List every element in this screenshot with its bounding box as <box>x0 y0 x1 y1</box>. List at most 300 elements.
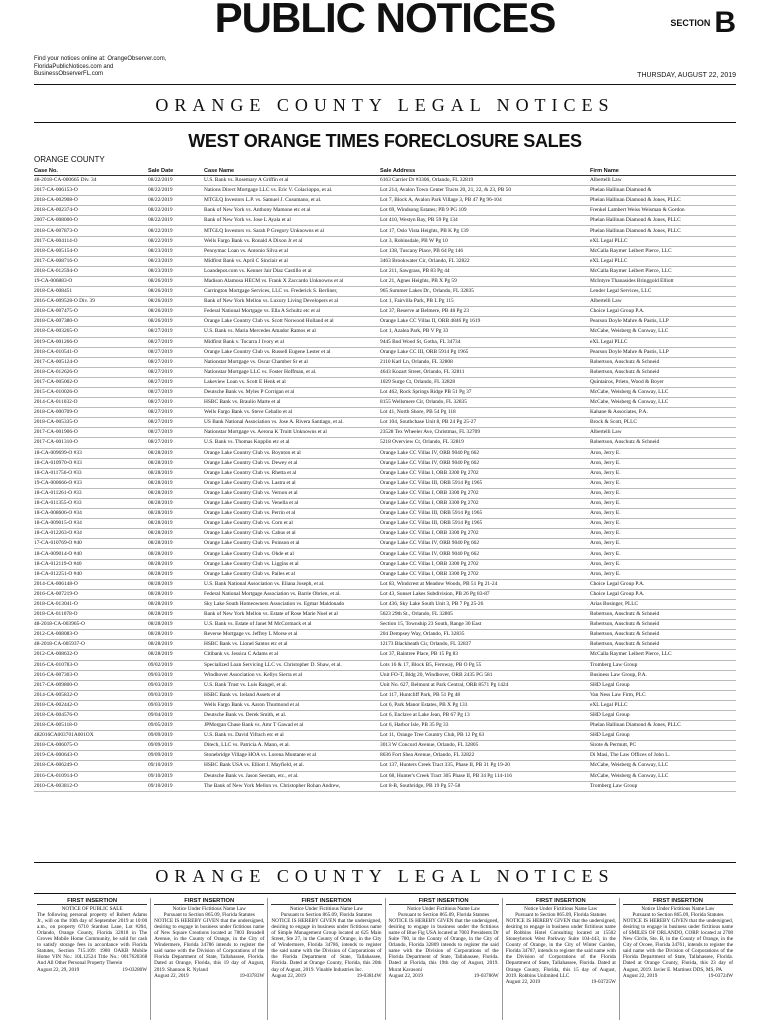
table-cell: Aron, Jerry E. <box>590 569 736 579</box>
table-row <box>34 559 736 569</box>
table-cell: Robertson, Anschutz & Schneid <box>590 438 736 448</box>
table-row <box>34 307 736 317</box>
table-row <box>34 761 736 771</box>
table-cell: Lender Legal Services, LLC <box>590 287 736 297</box>
table-cell: 09/03/2019 <box>148 680 204 690</box>
table-cell: 5218 Overview Ct, Orlando, FL 32819 <box>380 438 590 448</box>
table-cell: Pennymac Loan vs. Antonio Silva et al <box>204 246 380 256</box>
notice-subtitle: Pursuant to Section 865.09, Florida Statutes <box>163 912 255 919</box>
table-cell: Stonebridge Village HOA vs. Lorena Montante et al <box>204 751 380 761</box>
notice-subtitle: Pursuant to Section 865.09, Florida Statutes <box>515 912 607 919</box>
notice-insertion-label: FIRST INSERTION <box>623 898 733 905</box>
table-cell: 18-CA-009699-O #33 <box>34 448 148 458</box>
table-cell: U.S. Bank vs. Rosemary A Griffin et al <box>204 176 380 186</box>
table-cell: Phelan Hallinan Diamond & <box>590 186 736 196</box>
table-cell: Orange Lake Country Club vs. Liggins et al <box>204 559 380 569</box>
table-cell: 2016-CA-010914-O <box>34 771 148 781</box>
table-row <box>34 680 736 690</box>
table-row <box>34 478 736 488</box>
legal-notices-banner: ORANGE COUNTY LEGAL NOTICES <box>155 866 615 886</box>
table-cell: 2018-CA-002442-O <box>34 700 148 710</box>
notice-insertion-label: FIRST INSERTION <box>154 898 264 905</box>
table-cell: U.S. Bank vs. Estate of Janet M McCormack et al <box>204 620 380 630</box>
table-row <box>34 398 736 408</box>
table-cell: 08/27/2019 <box>148 357 204 367</box>
column-header: Sale Address <box>380 166 590 176</box>
table-row <box>34 741 736 751</box>
table-cell: 08/28/2019 <box>148 569 204 579</box>
table-cell: 48-2018-CA-003965-O <box>34 620 148 630</box>
table-cell: 08/27/2019 <box>148 408 204 418</box>
column-header: Firm Name <box>590 166 736 176</box>
table-cell: McCabe, Weisberg & Conway, LLC <box>590 327 736 337</box>
table-cell: 2018-CA-012626-O <box>34 367 148 377</box>
table-cell: Quintairos, Prieto, Wood & Boyer <box>590 377 736 387</box>
table-cell: HSBC Bank vs. Ireland Assets et al <box>204 690 380 700</box>
table-cell: Bank of New York Mellon vs. Luxury Living Developers et al <box>204 297 380 307</box>
table-row <box>34 721 736 731</box>
table-cell: 2018-CA-006075-O <box>34 741 148 751</box>
table-cell: 08/28/2019 <box>148 630 204 640</box>
table-cell: Nationstar Mortgage vs. Aerona K Truitt Unknowns et al <box>204 428 380 438</box>
table-cell: eXL Legal PLLC <box>590 256 736 266</box>
table-cell: 08/27/2019 <box>148 377 204 387</box>
table-cell: Nationstar Mortgage LLC vs. Foster Hoffman, et al. <box>204 367 380 377</box>
table-cell: 08/22/2019 <box>148 216 204 226</box>
table-cell: 08/28/2019 <box>148 529 204 539</box>
notice-footer <box>389 973 499 979</box>
notice-columns <box>34 898 736 1020</box>
table-cell: Choice Legal Group P.A. <box>590 579 736 589</box>
notice-footer <box>271 973 381 979</box>
legal-notice <box>34 898 151 1020</box>
table-cell: 19-CA-006883-O <box>34 276 148 286</box>
table-cell: Aron, Jerry E. <box>590 468 736 478</box>
table-cell: 09/04/2019 <box>148 710 204 720</box>
table-cell: 2018-CA-005154-O <box>34 246 148 256</box>
table-cell: 2010-CA-003812-O <box>34 781 148 791</box>
notice-id: 19-03783W <box>239 972 265 979</box>
table-cell: U.S. Bank Trust vs. Luis Rangel, et al. <box>204 680 380 690</box>
column-header: Case No. <box>34 166 148 176</box>
table-cell: JPMorgan Chase Bank vs. Amr T Gawad et al <box>204 721 380 731</box>
table-cell: Lot 211, Sawgrass, PB 83 Pg 44 <box>380 266 590 276</box>
table-cell: 9445 Bud Wood St, Gotha, FL 34734 <box>380 337 590 347</box>
table-cell: Lot 436, Sky Lake South Unit 3, PB 7 Pg 25-26 <box>380 599 590 609</box>
table-cell: Lot 37, Reserve at Belmere, PB 48 Pg 23 <box>380 307 590 317</box>
table-cell: Frenkel Lambert Weiss Weisman & Gordon <box>590 206 736 216</box>
table-cell: Lot 43, Sunset Lakes Subdivision, PB 26 Pg 83-87 <box>380 589 590 599</box>
table-cell: 08/28/2019 <box>148 599 204 609</box>
table-cell: 08/27/2019 <box>148 347 204 357</box>
table-row <box>34 418 736 428</box>
table-row <box>34 731 736 741</box>
table-cell: Bank of New York Mellon vs. Estate of Rose Marie Noel et al <box>204 610 380 620</box>
table-row <box>34 781 736 791</box>
table-cell: 08/27/2019 <box>148 438 204 448</box>
notice-subtitle: Pursuant to Section 865.09, Florida Statutes <box>280 912 373 919</box>
table-cell: 08/22/2019 <box>148 236 204 246</box>
table-cell: 2018-CA-000709-O <box>34 408 148 418</box>
notice-body: NOTICE IS HEREBY GIVEN that the undersigned, desiring to engage in business under fictitious name of New Square Creations located at 7803 Broadell Avenue, in the County of Orange, in the City of Windermere, Florida 34786 intends to register the said name with the Division of Corporations of the Florida Department of State, Tallahassee, Florida. Dated at Orange, Florida, this 19 day of August, 2019. Shannon R. Nyland <box>154 918 265 973</box>
table-row <box>34 347 736 357</box>
table-row <box>34 640 736 650</box>
table-cell: Robertson, Anschutz & Schneid <box>590 610 736 620</box>
table-cell: Lot 37, Raintree Place, PB 15 Pg 83 <box>380 650 590 660</box>
table-cell: Orange Lake CC Villas IV, ORB 9040 Pg 662 <box>380 458 590 468</box>
table-cell: eXL Legal PLLC <box>590 700 736 710</box>
notice-title: Notice Under Fictitious Name Law <box>407 906 481 913</box>
table-row <box>34 610 736 620</box>
table-cell: 2018-CA-007873-O <box>34 226 148 236</box>
table-cell: Phelan Hallinan Diamond & Jones, PLLC <box>590 721 736 731</box>
table-cell: 08/28/2019 <box>148 620 204 630</box>
table-cell: 08/28/2019 <box>148 448 204 458</box>
table-cell: McCabe, Weisberg & Conway, LLC <box>590 771 736 781</box>
table-cell: McCabe, Weisberg & Conway, LLC <box>590 398 736 408</box>
notice-body: The following personal property of Robert Adams Jr., will on the 10th day of September 2019 at 10:00 a.m., on property 6710 Stardust Lane, Lot #204, Orlando, Orange County, Florida 32818 in The Groves Mobile Home Community, be sold for cash to satisfy storage fees in accordance with Florida Statutes, Section 715.109: 1980 OAKB Mobile Home VIN No.: 10L12524 Title No.: 0017620368 And All Other Personal Property Therein <box>37 912 148 967</box>
table-cell: 08/28/2019 <box>148 478 204 488</box>
column-header: Sale Date <box>148 166 204 176</box>
table-row <box>34 599 736 609</box>
table-cell: 2017-CA-006153-O <box>34 186 148 196</box>
table-row <box>34 710 736 720</box>
table-cell: 18-CA-011261-O #33 <box>34 488 148 498</box>
table-cell: Carrington Mortgage Services, LLC vs. Frederick S. Berliner, <box>204 287 380 297</box>
table-cell: HSBC Bank vs. Lionel Santos etc et al <box>204 640 380 650</box>
table-cell: 08/22/2019 <box>148 226 204 236</box>
table-cell: 2007-CA-008000-O <box>34 216 148 226</box>
table-cell: 2018-CA-002908-O <box>34 196 148 206</box>
table-cell: 3013 W Concord Avenue, Orlando, FL 32805 <box>380 741 590 751</box>
table-cell: Orange Lake CC Villas I, ORB 3300 Pg 2702 <box>380 488 590 498</box>
table-cell: 08/27/2019 <box>148 327 204 337</box>
table-cell: 08/26/2019 <box>148 276 204 286</box>
table-cell: Arias Bosinger, PLLC <box>590 599 736 609</box>
table-cell: 18-CA-009015-O #34 <box>34 519 148 529</box>
table-cell: Orange Lake CC Villas I, ORB 3300 Pg 2702 <box>380 569 590 579</box>
table-cell: Orange Lake Country Club vs. Vernon et al <box>204 488 380 498</box>
table-cell: Robertson, Anschutz & Schneid <box>590 620 736 630</box>
table-cell: 3463 Brookwater Cir, Orlando, FL 32822 <box>380 256 590 266</box>
table-cell: Citibank vs. Jessica C Adams et al <box>204 650 380 660</box>
table-cell: Bank of New York vs. Anthony Mamone etc et al <box>204 206 380 216</box>
table-cell: Choice Legal Group P.A. <box>590 589 736 599</box>
table-cell: 08/23/2019 <box>148 256 204 266</box>
table-cell: Aron, Jerry E. <box>590 519 736 529</box>
table-cell: Federal National Mortgage Association vs. Barrie Obrien, et al. <box>204 589 380 599</box>
table-cell: 09/10/2019 <box>148 781 204 791</box>
table-cell: 08/22/2019 <box>148 176 204 186</box>
table-cell: 18-CA-009014-O #40 <box>34 549 148 559</box>
table-cell: Orange Lake Country Club vs. Scott Norwood Holland et al <box>204 317 380 327</box>
table-cell: 2014-CA-005832-O <box>34 690 148 700</box>
divider <box>34 893 736 894</box>
table-cell: 2017-CA-004114-O <box>34 236 148 246</box>
table-cell: Robertson, Anschutz & Schneid <box>590 367 736 377</box>
table-cell: 08/28/2019 <box>148 559 204 569</box>
table-cell: 09/03/2019 <box>148 700 204 710</box>
table-row <box>34 297 736 307</box>
table-cell: 2018-CA-012594-O <box>34 266 148 276</box>
table-cell: 08/27/2019 <box>148 428 204 438</box>
table-cell: Lot 6, Enclave at Lake Jean, PB 67 Pg 13 <box>380 710 590 720</box>
table-cell: 18-CA-012251-O #40 <box>34 569 148 579</box>
table-row <box>34 367 736 377</box>
table-cell: 2018-CA-007380-O <box>34 317 148 327</box>
table-row <box>34 509 736 519</box>
table-cell: 2017-CA-001906-O <box>34 428 148 438</box>
find-notices-online <box>34 56 166 79</box>
table-cell: Bank of New York vs. Jose L Ayala et al <box>204 216 380 226</box>
table-cell: Nationstar Mortgage vs. Oscar Chamber Sr et al <box>204 357 380 367</box>
table-cell: Orange Lake Country Club vs. Pailes et al <box>204 569 380 579</box>
table-cell: Aron, Jerry E. <box>590 458 736 468</box>
notice-footer <box>623 973 733 979</box>
table-cell: Aron, Jerry E. <box>590 478 736 488</box>
table-row <box>34 327 736 337</box>
table-cell: 2017-CA-001310-O <box>34 438 148 448</box>
table-cell: Lot 6, Harbor Isle, PB 35 Pg 33 <box>380 721 590 731</box>
section-marker <box>670 6 736 40</box>
table-row <box>34 700 736 710</box>
table-cell: Business Law Group, P.A. <box>590 670 736 680</box>
table-cell: 09/03/2019 <box>148 670 204 680</box>
table-row <box>34 176 736 186</box>
table-cell: 1029 Surge Ct, Orlando, FL 32828 <box>380 377 590 387</box>
table-cell: 08/27/2019 <box>148 367 204 377</box>
table-cell: 08/28/2019 <box>148 488 204 498</box>
table-cell: Lot 83, Windcrest at Meadow Woods, PB 51 Pg 21-24 <box>380 579 590 589</box>
table-cell: Van Ness Law Firm, PLC <box>590 690 736 700</box>
table-cell: The Bank of New York Mellon vs. Christopher Rohan Andrew, <box>204 781 380 791</box>
table-cell: 08/27/2019 <box>148 418 204 428</box>
table-cell: 2018-CA-003265-O <box>34 327 148 337</box>
table-cell: 09/10/2019 <box>148 761 204 771</box>
table-cell: Orange Lake CC Villas I, ORB 3300 Pg 2702 <box>380 499 590 509</box>
table-cell: McCalla Raymer Leibert Pierce, LLC <box>590 246 736 256</box>
table-cell: HSBC Bank USA vs. Elliott J. Mayfield, et al. <box>204 761 380 771</box>
table-header-row <box>34 166 736 176</box>
notice-body: NOTICE IS HEREBY GIVEN that the undersigned, desiring to engage in business under fictitious name of SMILES OF ORLANDO, CORP. located at 2708 New Circle, Ste. B, in the County of Orange, in the City of Ocoee, Florida 34761, intends to register the said name with the Division of Corporations of the Florida Department of State, Tallahassee, Florida. Dated at Orange County, Florida, this 23 day of August, 2019. Javier E. Martinez DDS, MS, PA <box>622 918 734 973</box>
table-cell: 08/27/2019 <box>148 398 204 408</box>
notice-id: 19-03814W <box>356 972 382 979</box>
table-cell: eXL Legal PLLC <box>590 337 736 347</box>
notice-title: Notice Under Fictitious Name Law <box>172 906 246 913</box>
table-cell: Aron, Jerry E. <box>590 539 736 549</box>
table-cell: Aron, Jerry E. <box>590 529 736 539</box>
table-cell: Orange Lake CC Villas IV, ORB 9040 Pg 662 <box>380 448 590 458</box>
table-cell: 48-2018-CA-005937-O <box>34 640 148 650</box>
table-cell: Tromberg Law Group <box>590 781 736 791</box>
foreclosure-sales-title: WEST ORANGE TIMES FORECLOSURE SALES <box>188 131 582 151</box>
table-cell: Albertelli Law <box>590 176 736 186</box>
notice-footer <box>506 979 616 985</box>
table-cell: 18-CA-011756-O #33 <box>34 468 148 478</box>
table-cell: 08/28/2019 <box>148 539 204 549</box>
table-row <box>34 630 736 640</box>
find-line: BusinessObserverFL.com <box>34 71 104 77</box>
legal-notice <box>386 898 503 1020</box>
table-row <box>34 549 736 559</box>
table-cell: Kahane & Associates, P.A. <box>590 408 736 418</box>
table-cell: Choice Legal Group P.A. <box>590 307 736 317</box>
table-cell: 18-CA-010970-O #33 <box>34 458 148 468</box>
legal-notices-banner: ORANGE COUNTY LEGAL NOTICES <box>155 95 615 115</box>
table-cell: 2012-CA-008632-O <box>34 650 148 660</box>
page-title: PUBLIC NOTICES <box>214 0 556 41</box>
table-cell: 2017-CA-005124-O <box>34 357 148 367</box>
table-cell: Orange Lake CC Villas I, ORB 3300 Pg 2702 <box>380 529 590 539</box>
table-cell: 08/28/2019 <box>148 519 204 529</box>
table-cell: Pearson Doyle Mahre & Pastis, LLP <box>590 347 736 357</box>
table-cell: U.S. Bank National Association vs. Eliana Joseph, et al. <box>204 579 380 589</box>
notice-title: NOTICE OF PUBLIC SALE <box>61 906 123 913</box>
table-cell: Lot 117, Huntcliff Park, PB 51 Pg 48 <box>380 690 590 700</box>
notice-insertion-label: FIRST INSERTION <box>389 898 499 905</box>
table-cell: Orange Lake CC Villas II, ORB 4846 Pg 1619 <box>380 317 590 327</box>
table-cell: 5623 29th St., Orlando, FL 32805 <box>380 610 590 620</box>
table-cell: Unit FO-T, Bldg 20, Windhover, ORB 2435 PG 581 <box>380 670 590 680</box>
table-cell: Orange Lake Country Club vs. Venella et al <box>204 499 380 509</box>
table-cell: Reverse Mortgage vs. Jeffrey L Morse et al <box>204 630 380 640</box>
table-cell: 08/27/2019 <box>148 387 204 397</box>
table-row <box>34 529 736 539</box>
table-cell: 09/09/2019 <box>148 751 204 761</box>
divider <box>34 862 736 863</box>
table-cell: Lot 1, Fairvilla Park, PB L Pg 115 <box>380 297 590 307</box>
table-cell: 2016-CA-007303-O <box>34 670 148 680</box>
notice-insertion-label: FIRST INSERTION <box>506 898 616 905</box>
table-cell: 09/09/2019 <box>148 731 204 741</box>
table-cell: Orange Lake Country Club vs. Perrin et al <box>204 509 380 519</box>
table-cell: Albertelli Law <box>590 428 736 438</box>
table-cell: 08/26/2019 <box>148 307 204 317</box>
table-cell: 2018-CA-004576-O <box>34 710 148 720</box>
table-cell: 08/23/2019 <box>148 246 204 256</box>
legal-notice <box>620 898 736 1020</box>
table-cell: 965 Summer Lakes Dr., Orlando, FL 32835 <box>380 287 590 297</box>
table-cell: Albertelli Law <box>590 297 736 307</box>
table-cell: Lot 11, Orange Tree Country Club, PB 12 Pg 63 <box>380 731 590 741</box>
table-cell: 6163 Carrier Dr #3306, Orlando, FL 32819 <box>380 176 590 186</box>
notice-publish-dates: August 22, 2019 <box>388 972 423 979</box>
table-cell: 08/28/2019 <box>148 650 204 660</box>
notice-title: Notice Under Fictitious Name Law <box>289 906 364 913</box>
section-letter: B <box>714 6 736 39</box>
table-cell: Lot 1, Azalea Park, PB V Pg 33 <box>380 327 590 337</box>
table-row <box>34 670 736 680</box>
table-cell: 08/28/2019 <box>148 499 204 509</box>
table-cell: Ditech, LLC vs. Patricia A. Mann, et al. <box>204 741 380 751</box>
table-cell: Di Masi, The Law Offices of John L. <box>590 751 736 761</box>
table-row <box>34 317 736 327</box>
table-row <box>34 196 736 206</box>
table-cell: 08/22/2019 <box>148 186 204 196</box>
table-row <box>34 499 736 509</box>
table-cell: Robertson, Anschutz & Schneid <box>590 640 736 650</box>
table-row <box>34 236 736 246</box>
table-cell: Lot 214, Avalon Town Center Tracts 20, 21, 22, & 23, PB 50 <box>380 186 590 196</box>
table-cell: Orange Lake CC Villas III, ORB 5914 Pg 1965 <box>380 509 590 519</box>
section-word: SECTION <box>670 18 711 28</box>
table-cell: MTGLQ Investors vs. Sarah P Gregory Unknowns et al <box>204 226 380 236</box>
table-cell: Orange Lake Country Club vs. Poinson et al <box>204 539 380 549</box>
table-row <box>34 387 736 397</box>
table-cell: Madison Alamosa HECM vs. Frank X Zaccardo Unknowns et al <box>204 276 380 286</box>
notice-publish-dates: August 22, 2019 <box>505 978 541 985</box>
notice-id: 19-03280W <box>122 966 148 973</box>
table-cell: 09/05/2019 <box>148 721 204 731</box>
table-cell: Deutsche Bank vs. Myles P Corrigan et al <box>204 387 380 397</box>
table-cell: 2018-CA-005335-O <box>34 418 148 428</box>
divider <box>34 84 736 85</box>
divider <box>34 122 736 123</box>
table-cell: Lot 104, Southchase Unit 8, PB 24 Pg 25-27 <box>380 418 590 428</box>
notice-footer <box>37 967 147 973</box>
table-row <box>34 519 736 529</box>
table-row <box>34 428 736 438</box>
table-cell: 2018-CA-005118-O <box>34 721 148 731</box>
notice-publish-dates: August 22, 29, 2019 <box>37 966 80 973</box>
notice-id: 19-03725W <box>591 978 616 985</box>
notice-footer <box>154 973 264 979</box>
table-cell: 08/22/2019 <box>148 196 204 206</box>
table-cell: Section 15, Township 23 South, Range 30 East <box>380 620 590 630</box>
table-cell: Tromberg Law Group <box>590 660 736 670</box>
table-row <box>34 276 736 286</box>
table-cell: 08/27/2019 <box>148 337 204 347</box>
table-cell: 2017-CA-008716-O <box>34 256 148 266</box>
column-header: Case Name <box>204 166 380 176</box>
table-row <box>34 458 736 468</box>
find-line: FloridaPublicNotices.com and <box>34 63 114 70</box>
table-cell: Orange Lake Country Club vs. Ohde et al <box>204 549 380 559</box>
table-cell: Orange Lake CC III, ORB 5914 Pg 1965 <box>380 347 590 357</box>
table-cell: 18-CA-008606-O #34 <box>34 509 148 519</box>
table-cell: eXL Legal PLLC <box>590 236 736 246</box>
table-cell: 2016-CA-010783-O <box>34 660 148 670</box>
table-cell: Lots 16 & 17, Block B5, Fernway, PB O Pg 55 <box>380 660 590 670</box>
table-row <box>34 690 736 700</box>
table-cell: 2018-CA-007475-O <box>34 307 148 317</box>
notice-publish-dates: August 22, 2019 <box>154 972 189 979</box>
table-cell: 2014-CA-006148-O <box>34 579 148 589</box>
table-cell: Specialized Loan Servicing LLC vs. Christopher D. Shaw, et al. <box>204 660 380 670</box>
table-cell: SHD Legal Group <box>590 710 736 720</box>
table-cell: Windhover Association vs. Kellys Sierra et al <box>204 670 380 680</box>
table-cell: Aron, Jerry E. <box>590 549 736 559</box>
table-cell: 2012-CA-008083-O <box>34 630 148 640</box>
table-cell: Phelan Hallinan Diamond & Jones, PLLC <box>590 226 736 236</box>
table-cell: Lot 137, Hunters Creek Tract 335, Phase II, PB 31 Pg 19-20 <box>380 761 590 771</box>
table-cell: 482016CA003701A001OX <box>34 731 148 741</box>
table-cell: 2019-CA-000643-O <box>34 751 148 761</box>
table-cell: McCalla Raymer Leibert Pierce, LLC <box>590 650 736 660</box>
table-cell: Orange Lake CC Villas I, ORB 3300 Pg 2702 <box>380 559 590 569</box>
table-cell: 2016-CA-007219-O <box>34 589 148 599</box>
table-cell: Orange Lake CC Villas IV, ORB 9040 Pg 662 <box>380 549 590 559</box>
table-cell: Wells Fargo Bank vs. Aaron Thurmond et al <box>204 700 380 710</box>
table-cell: 08/28/2019 <box>148 579 204 589</box>
table-cell: Aron, Jerry E. <box>590 509 736 519</box>
table-cell: Sirote & Permutt, PC <box>590 741 736 751</box>
table-cell: Lot 21, Agnes Heights, PB X Pg 59 <box>380 276 590 286</box>
table-cell: 08/28/2019 <box>148 640 204 650</box>
table-cell: 2017-CA-009800-O <box>34 680 148 690</box>
notice-body: NOTICE IS HEREBY GIVEN that the undersigned, desiring to engage in business under the fictitious name of Blue Fig USA located at 7003 Presidents Dr Suite 700, in the County of Orange, in the City of Orlando, Florida 32809 intends to register the said name with the Division of Corporations of the Florida Department of State, Tallahassee, Florida. Dated at Florida, this 19th day of August, 2019. Murat Kavasoni <box>388 918 499 973</box>
table-cell: 8155 Wellsmere Cir, Orlando, FL 32835 <box>380 398 590 408</box>
